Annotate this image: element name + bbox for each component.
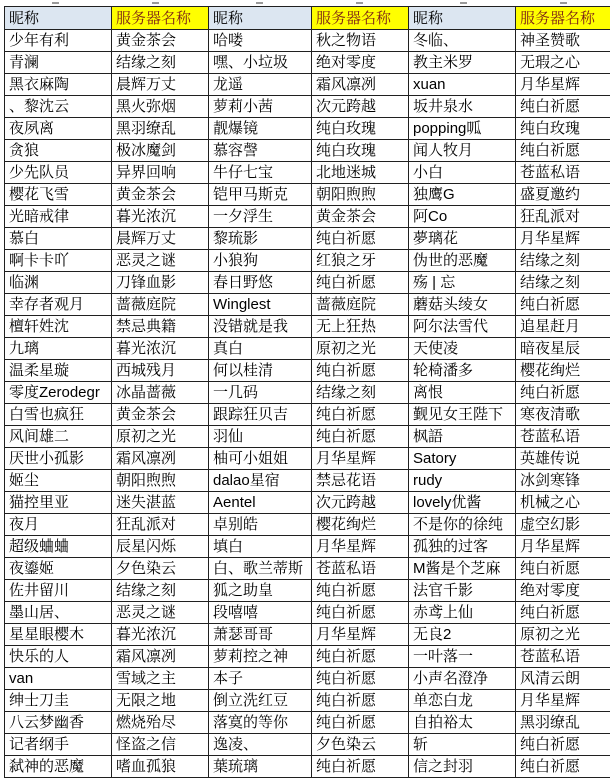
- table-row: [5, 690, 610, 712]
- nickname-header-3[interactable]: 昵称: [409, 7, 516, 30]
- table-row: [5, 602, 610, 624]
- table-cell-nickname[interactable]: 青澜: [5, 52, 112, 74]
- table-cell-server[interactable]: 机械之心: [516, 492, 610, 514]
- table-cell-server[interactable]: 无限之地: [112, 690, 209, 712]
- server-header-3[interactable]: 服务器名称: [516, 7, 610, 30]
- table-cell-server[interactable]: 纯白玫瑰: [516, 118, 610, 140]
- table-cell-server[interactable]: 暮光浓沉: [112, 624, 209, 646]
- table-row: [5, 74, 610, 96]
- table-row: [5, 96, 610, 118]
- table-cell-server[interactable]: 原初之光: [112, 426, 209, 448]
- table-cell-server[interactable]: 月华星辉: [312, 624, 409, 646]
- table-cell-nickname[interactable]: 铠甲马斯克: [209, 184, 312, 206]
- table-cell-nickname[interactable]: 夜月: [5, 514, 112, 536]
- table-cell-nickname[interactable]: 冬临、: [409, 30, 516, 52]
- table-cell-nickname[interactable]: 小声名澄净: [409, 668, 516, 690]
- table-cell-nickname[interactable]: 没错就是我: [209, 316, 312, 338]
- table-row: [5, 118, 610, 140]
- table-cell-server[interactable]: 纯白玫瑰: [312, 118, 409, 140]
- table-cell-server[interactable]: 纯白祈愿: [312, 690, 409, 712]
- player-server-table: [4, 6, 610, 778]
- table-row: [5, 338, 610, 360]
- table-cell-server[interactable]: 黑羽缭乱: [112, 118, 209, 140]
- table-cell-server[interactable]: 纯白祈愿: [312, 272, 409, 294]
- table-cell-server[interactable]: 怪盗之信: [112, 734, 209, 756]
- table-cell-nickname[interactable]: 零度Zerodegr: [5, 382, 112, 404]
- table-cell-server[interactable]: 禁忌典籍: [112, 316, 209, 338]
- table-cell-nickname[interactable]: 逸凌、: [209, 734, 312, 756]
- nickname-header-1[interactable]: 昵称: [5, 7, 112, 30]
- table-cell-nickname[interactable]: 阿尔法雪代: [409, 316, 516, 338]
- table-cell-nickname[interactable]: 真白: [209, 338, 312, 360]
- table-cell-server[interactable]: 冰晶蔷薇: [112, 382, 209, 404]
- table-cell-server[interactable]: 黑羽缭乱: [516, 712, 610, 734]
- table-cell-nickname[interactable]: 伪世的恶魔: [409, 250, 516, 272]
- table-cell-nickname[interactable]: 少先队员: [5, 162, 112, 184]
- table-cell-server[interactable]: 黄金茶会: [112, 404, 209, 426]
- table-cell-nickname[interactable]: 幸存者观月: [5, 294, 112, 316]
- table-cell-nickname[interactable]: Winglest: [209, 294, 312, 316]
- table-cell-nickname[interactable]: 、黎沈云: [5, 96, 112, 118]
- table-row: [5, 162, 610, 184]
- table-cell-server[interactable]: 西城残月: [112, 360, 209, 382]
- table-cell-server[interactable]: 晨辉万丈: [112, 74, 209, 96]
- table-cell-server[interactable]: 月华星辉: [516, 228, 610, 250]
- table-cell-nickname[interactable]: 星星眼樱木: [5, 624, 112, 646]
- table-cell-server[interactable]: 纯白祈愿: [516, 756, 610, 778]
- table-cell-nickname[interactable]: 黎琉影: [209, 228, 312, 250]
- table-row: [5, 404, 610, 426]
- table-cell-nickname[interactable]: 闻人牧月: [409, 140, 516, 162]
- table-cell-nickname[interactable]: 黑衣麻陶: [5, 74, 112, 96]
- table-cell-nickname[interactable]: 牛仔七宝: [209, 162, 312, 184]
- table-cell-nickname[interactable]: 龙遥: [209, 74, 312, 96]
- table-row: [5, 30, 610, 52]
- table-cell-nickname[interactable]: 夢璃花: [409, 228, 516, 250]
- table-cell-server[interactable]: 原初之光: [312, 338, 409, 360]
- table-row: [5, 668, 610, 690]
- table-cell-nickname[interactable]: 蘑菇头绫女: [409, 294, 516, 316]
- table-cell-server[interactable]: 暮光浓沉: [112, 206, 209, 228]
- table-cell-nickname[interactable]: 觐见女王陛下: [409, 404, 516, 426]
- table-row: [5, 360, 610, 382]
- table-row: [5, 624, 610, 646]
- table-cell-nickname[interactable]: 夜鎏姬: [5, 558, 112, 580]
- table-cell-server[interactable]: 秋之物语: [312, 30, 409, 52]
- table-cell-server[interactable]: 朝阳煦煦: [112, 470, 209, 492]
- table-cell-nickname[interactable]: 教主米罗: [409, 52, 516, 74]
- table-cell-nickname[interactable]: 独鹰G: [409, 184, 516, 206]
- table-cell-server[interactable]: 盛夏邀约: [516, 184, 610, 206]
- table-cell-nickname[interactable]: 斩: [409, 734, 516, 756]
- table-cell-server[interactable]: 狂乱派对: [516, 206, 610, 228]
- table-cell-nickname[interactable]: 白雪也疯狂: [5, 404, 112, 426]
- table-cell-server[interactable]: 纯白祈愿: [312, 668, 409, 690]
- table-cell-nickname[interactable]: 超级蛐蛐: [5, 536, 112, 558]
- server-header-2[interactable]: 服务器名称: [312, 7, 409, 30]
- table-row: [5, 448, 610, 470]
- table-cell-nickname[interactable]: 八云梦幽香: [5, 712, 112, 734]
- table-cell-server[interactable]: 苍蓝私语: [516, 646, 610, 668]
- table-row: [5, 646, 610, 668]
- table-cell-nickname[interactable]: 一几码: [209, 382, 312, 404]
- table-cell-server[interactable]: 纯白祈愿: [312, 228, 409, 250]
- table-cell-server[interactable]: 结缘之刻: [516, 272, 610, 294]
- table-row: [5, 558, 610, 580]
- table-cell-server[interactable]: 蔷薇庭院: [112, 294, 209, 316]
- table-cell-nickname[interactable]: 坂井泉水: [409, 96, 516, 118]
- table-cell-server[interactable]: 樱花绚烂: [312, 514, 409, 536]
- table-cell-nickname[interactable]: 少年有利: [5, 30, 112, 52]
- table-cell-server[interactable]: 燃烧殆尽: [112, 712, 209, 734]
- table-cell-server[interactable]: 嗜血孤狼: [112, 756, 209, 778]
- table-cell-nickname[interactable]: 一叶落一: [409, 646, 516, 668]
- table-cell-server[interactable]: 纯白祈愿: [516, 558, 610, 580]
- table-row: [5, 316, 610, 338]
- table-cell-server[interactable]: 纯白祈愿: [312, 580, 409, 602]
- table-cell-server[interactable]: 雪域之主: [112, 668, 209, 690]
- table-cell-nickname[interactable]: 单恋白龙: [409, 690, 516, 712]
- table-cell-server[interactable]: 禁忌花语: [312, 470, 409, 492]
- table-cell-nickname[interactable]: 猫控里亚: [5, 492, 112, 514]
- table-cell-server[interactable]: 苍蓝私语: [312, 558, 409, 580]
- table-cell-server[interactable]: 月华星辉: [312, 448, 409, 470]
- table-cell-server[interactable]: 苍蓝私语: [516, 426, 610, 448]
- table-cell-nickname[interactable]: 绅士刀圭: [5, 690, 112, 712]
- table-header-row: [5, 7, 610, 30]
- table-cell-nickname[interactable]: 填白: [209, 536, 312, 558]
- table-cell-nickname[interactable]: 柚可小姐姐: [209, 448, 312, 470]
- table-cell-nickname[interactable]: 靓爆镜: [209, 118, 312, 140]
- table-cell-server[interactable]: 冰剑寒锋: [516, 470, 610, 492]
- table-cell-nickname[interactable]: 段嘻嘻: [209, 602, 312, 624]
- table-cell-server[interactable]: 结缘之刻: [516, 250, 610, 272]
- table-cell-server[interactable]: 绝对零度: [516, 580, 610, 602]
- table-row: [5, 580, 610, 602]
- table-cell-nickname[interactable]: 小狼狗: [209, 250, 312, 272]
- table-cell-nickname[interactable]: 萝莉控之神: [209, 646, 312, 668]
- table-cell-nickname[interactable]: 白、歌兰蒂斯: [209, 558, 312, 580]
- table-cell-nickname[interactable]: 弑神的恶魔: [5, 756, 112, 778]
- table-cell-nickname[interactable]: 轮椅潘多: [409, 360, 516, 382]
- table-cell-nickname[interactable]: M酱是个芝麻: [409, 558, 516, 580]
- table-cell-nickname[interactable]: dalao星宿: [209, 470, 312, 492]
- table-cell-nickname[interactable]: 羽仙: [209, 426, 312, 448]
- table-cell-nickname[interactable]: 无良2: [409, 624, 516, 646]
- table-cell-nickname[interactable]: 光暗戒律: [5, 206, 112, 228]
- table-cell-server[interactable]: 黑火弥烟: [112, 96, 209, 118]
- table-cell-nickname[interactable]: 离恨: [409, 382, 516, 404]
- table-row: [5, 52, 610, 74]
- table-cell-server[interactable]: 霜风凛冽: [112, 448, 209, 470]
- table-cell-nickname[interactable]: 狐之助皇: [209, 580, 312, 602]
- table-cell-nickname[interactable]: 枫語: [409, 426, 516, 448]
- table-cell-nickname[interactable]: 卓别皓: [209, 514, 312, 536]
- table-cell-server[interactable]: 纯白祈愿: [516, 96, 610, 118]
- table-cell-server[interactable]: 辰星闪烁: [112, 536, 209, 558]
- table-cell-nickname[interactable]: 啊卡卡吖: [5, 250, 112, 272]
- table-row: [5, 712, 610, 734]
- table-cell-nickname[interactable]: 孤独的过客: [409, 536, 516, 558]
- table-cell-server[interactable]: 夕色染云: [112, 558, 209, 580]
- table-cell-server[interactable]: 暮光浓沉: [112, 338, 209, 360]
- table-cell-nickname[interactable]: 九璃: [5, 338, 112, 360]
- table-cell-nickname[interactable]: 记者纲手: [5, 734, 112, 756]
- table-cell-nickname[interactable]: 厌世小孤影: [5, 448, 112, 470]
- table-cell-nickname[interactable]: 葉琉璃: [209, 756, 312, 778]
- table-cell-server[interactable]: 月华星辉: [516, 536, 610, 558]
- table-row: [5, 426, 610, 448]
- table-cell-server[interactable]: 暗夜星辰: [516, 338, 610, 360]
- table-cell-nickname[interactable]: 阿Co: [409, 206, 516, 228]
- table-row: [5, 492, 610, 514]
- table-cell-server[interactable]: 异界回响: [112, 162, 209, 184]
- table-cell-server[interactable]: 纯白祈愿: [312, 646, 409, 668]
- table-cell-nickname[interactable]: 殇 | 忘: [409, 272, 516, 294]
- table-cell-server[interactable]: 霜风凛冽: [112, 646, 209, 668]
- table-cell-server[interactable]: 黄金茶会: [112, 30, 209, 52]
- table-cell-nickname[interactable]: 慕白: [5, 228, 112, 250]
- table-cell-nickname[interactable]: 临渊: [5, 272, 112, 294]
- table-cell-nickname[interactable]: 不是你的徐纯: [409, 514, 516, 536]
- table-cell-server[interactable]: 樱花绚烂: [516, 360, 610, 382]
- table-cell-nickname[interactable]: 跟踪狂贝吉: [209, 404, 312, 426]
- table-cell-server[interactable]: 纯白祈愿: [312, 404, 409, 426]
- table-cell-nickname[interactable]: 倒立洗红豆: [209, 690, 312, 712]
- table-cell-nickname[interactable]: 春日野悠: [209, 272, 312, 294]
- table-row: [5, 734, 610, 756]
- table-cell-nickname[interactable]: 慕容謦: [209, 140, 312, 162]
- table-cell-nickname[interactable]: 檀轩姓沈: [5, 316, 112, 338]
- table-cell-server[interactable]: 次元跨越: [312, 492, 409, 514]
- table-row: [5, 756, 610, 778]
- table-cell-server[interactable]: 纯白祈愿: [312, 756, 409, 778]
- table-cell-nickname[interactable]: 法官千影: [409, 580, 516, 602]
- table-cell-server[interactable]: 纯白祈愿: [312, 712, 409, 734]
- table-cell-server[interactable]: 次元跨越: [312, 96, 409, 118]
- table-cell-nickname[interactable]: 佐井留川: [5, 580, 112, 602]
- table-cell-server[interactable]: 虚空幻影: [516, 514, 610, 536]
- table-row: [5, 250, 610, 272]
- table-cell-nickname[interactable]: 嘿、小垃圾: [209, 52, 312, 74]
- table-cell-server[interactable]: 极冰魔剑: [112, 140, 209, 162]
- table-cell-server[interactable]: 苍蓝私语: [516, 162, 610, 184]
- table-cell-nickname[interactable]: Satory: [409, 448, 516, 470]
- table-cell-server[interactable]: 月华星辉: [312, 536, 409, 558]
- table-cell-nickname[interactable]: 姬尘: [5, 470, 112, 492]
- table-cell-nickname[interactable]: van: [5, 668, 112, 690]
- table-cell-nickname[interactable]: 快乐的人: [5, 646, 112, 668]
- table-cell-nickname[interactable]: 赤鸢上仙: [409, 602, 516, 624]
- table-cell-server[interactable]: 北地迷城: [312, 162, 409, 184]
- table-cell-nickname[interactable]: Aentel: [209, 492, 312, 514]
- table-cell-server[interactable]: 黄金茶会: [112, 184, 209, 206]
- table-cell-server[interactable]: 霜风凛冽: [312, 74, 409, 96]
- table-cell-nickname[interactable]: 樱花飞雪: [5, 184, 112, 206]
- server-header-1[interactable]: 服务器名称: [112, 7, 209, 30]
- table-cell-server[interactable]: 黄金茶会: [312, 206, 409, 228]
- table-cell-server[interactable]: 夕色染云: [312, 734, 409, 756]
- table-cell-nickname[interactable]: rudy: [409, 470, 516, 492]
- table-cell-server[interactable]: 神圣赞歌: [516, 30, 610, 52]
- table-cell-nickname[interactable]: 风间雄二: [5, 426, 112, 448]
- table-cell-server[interactable]: 纯白祈愿: [312, 602, 409, 624]
- table-cell-nickname[interactable]: 小白: [409, 162, 516, 184]
- table-cell-server[interactable]: 追星赶月: [516, 316, 610, 338]
- table-cell-server[interactable]: 恶灵之谜: [112, 250, 209, 272]
- table-cell-nickname[interactable]: 何以桂清: [209, 360, 312, 382]
- table-cell-nickname[interactable]: 墨山居、: [5, 602, 112, 624]
- table-cell-server[interactable]: 结缘之刻: [112, 52, 209, 74]
- table-cell-server[interactable]: 月华星辉: [516, 74, 610, 96]
- table-cell-nickname[interactable]: 萝莉小茜: [209, 96, 312, 118]
- table-row: [5, 228, 610, 250]
- table-cell-server[interactable]: 纯白祈愿: [516, 382, 610, 404]
- table-cell-server[interactable]: 纯白祈愿: [516, 602, 610, 624]
- table-cell-nickname[interactable]: 天使凌: [409, 338, 516, 360]
- table-row: [5, 514, 610, 536]
- table-row: [5, 206, 610, 228]
- table-cell-nickname[interactable]: 哈喽: [209, 30, 312, 52]
- table-cell-nickname[interactable]: 信之封羽: [409, 756, 516, 778]
- table-cell-server[interactable]: 纯白祈愿: [312, 426, 409, 448]
- table-cell-nickname[interactable]: 萧瑟哥哥: [209, 624, 312, 646]
- table-cell-server[interactable]: 晨辉万丈: [112, 228, 209, 250]
- table-cell-server[interactable]: 蔷薇庭院: [312, 294, 409, 316]
- table-cell-nickname[interactable]: popping呱: [409, 118, 516, 140]
- table-cell-server[interactable]: 结缘之刻: [112, 580, 209, 602]
- table-cell-server[interactable]: 纯白祈愿: [312, 360, 409, 382]
- table-cell-server[interactable]: 原初之光: [516, 624, 610, 646]
- nickname-header-2[interactable]: 昵称: [209, 7, 312, 30]
- table-cell-server[interactable]: 月华星辉: [516, 690, 610, 712]
- table-cell-server[interactable]: 寒夜清歌: [516, 404, 610, 426]
- table-cell-server[interactable]: 朝阳煦煦: [312, 184, 409, 206]
- table-cell-nickname[interactable]: 本子: [209, 668, 312, 690]
- table-row: [5, 184, 610, 206]
- table-cell-nickname[interactable]: 夜夙离: [5, 118, 112, 140]
- table-row: [5, 140, 610, 162]
- table-cell-server[interactable]: 绝对零度: [312, 52, 409, 74]
- table-cell-server[interactable]: 狂乱派对: [112, 514, 209, 536]
- table-cell-server[interactable]: 纯白玫瑰: [312, 140, 409, 162]
- table-cell-server[interactable]: 风清云朗: [516, 668, 610, 690]
- table-row: [5, 470, 610, 492]
- table-row: [5, 382, 610, 404]
- table-cell-server[interactable]: 刀锋血影: [112, 272, 209, 294]
- table-cell-nickname[interactable]: 自拍裕太: [409, 712, 516, 734]
- table-cell-server[interactable]: 纯白祈愿: [516, 294, 610, 316]
- table-cell-server[interactable]: 结缘之刻: [312, 382, 409, 404]
- table-row: [5, 294, 610, 316]
- table-cell-server[interactable]: 恶灵之谜: [112, 602, 209, 624]
- table-cell-nickname[interactable]: 落寞的等你: [209, 712, 312, 734]
- table-cell-nickname[interactable]: 一夕浮生: [209, 206, 312, 228]
- table-cell-nickname[interactable]: 贪狼: [5, 140, 112, 162]
- table-row: [5, 536, 610, 558]
- table-cell-server[interactable]: 无上狂热: [312, 316, 409, 338]
- table-cell-nickname[interactable]: xuan: [409, 74, 516, 96]
- table-cell-server[interactable]: 红狼之牙: [312, 250, 409, 272]
- table-cell-server[interactable]: 英雄传说: [516, 448, 610, 470]
- table-row: [5, 272, 610, 294]
- table-cell-server[interactable]: 无瑕之心: [516, 52, 610, 74]
- table-cell-server[interactable]: 纯白祈愿: [516, 140, 610, 162]
- table-cell-server[interactable]: 迷失湛蓝: [112, 492, 209, 514]
- table-cell-server[interactable]: 纯白祈愿: [516, 734, 610, 756]
- table-cell-nickname[interactable]: 温柔星璇: [5, 360, 112, 382]
- table-cell-nickname[interactable]: lovely优酱: [409, 492, 516, 514]
